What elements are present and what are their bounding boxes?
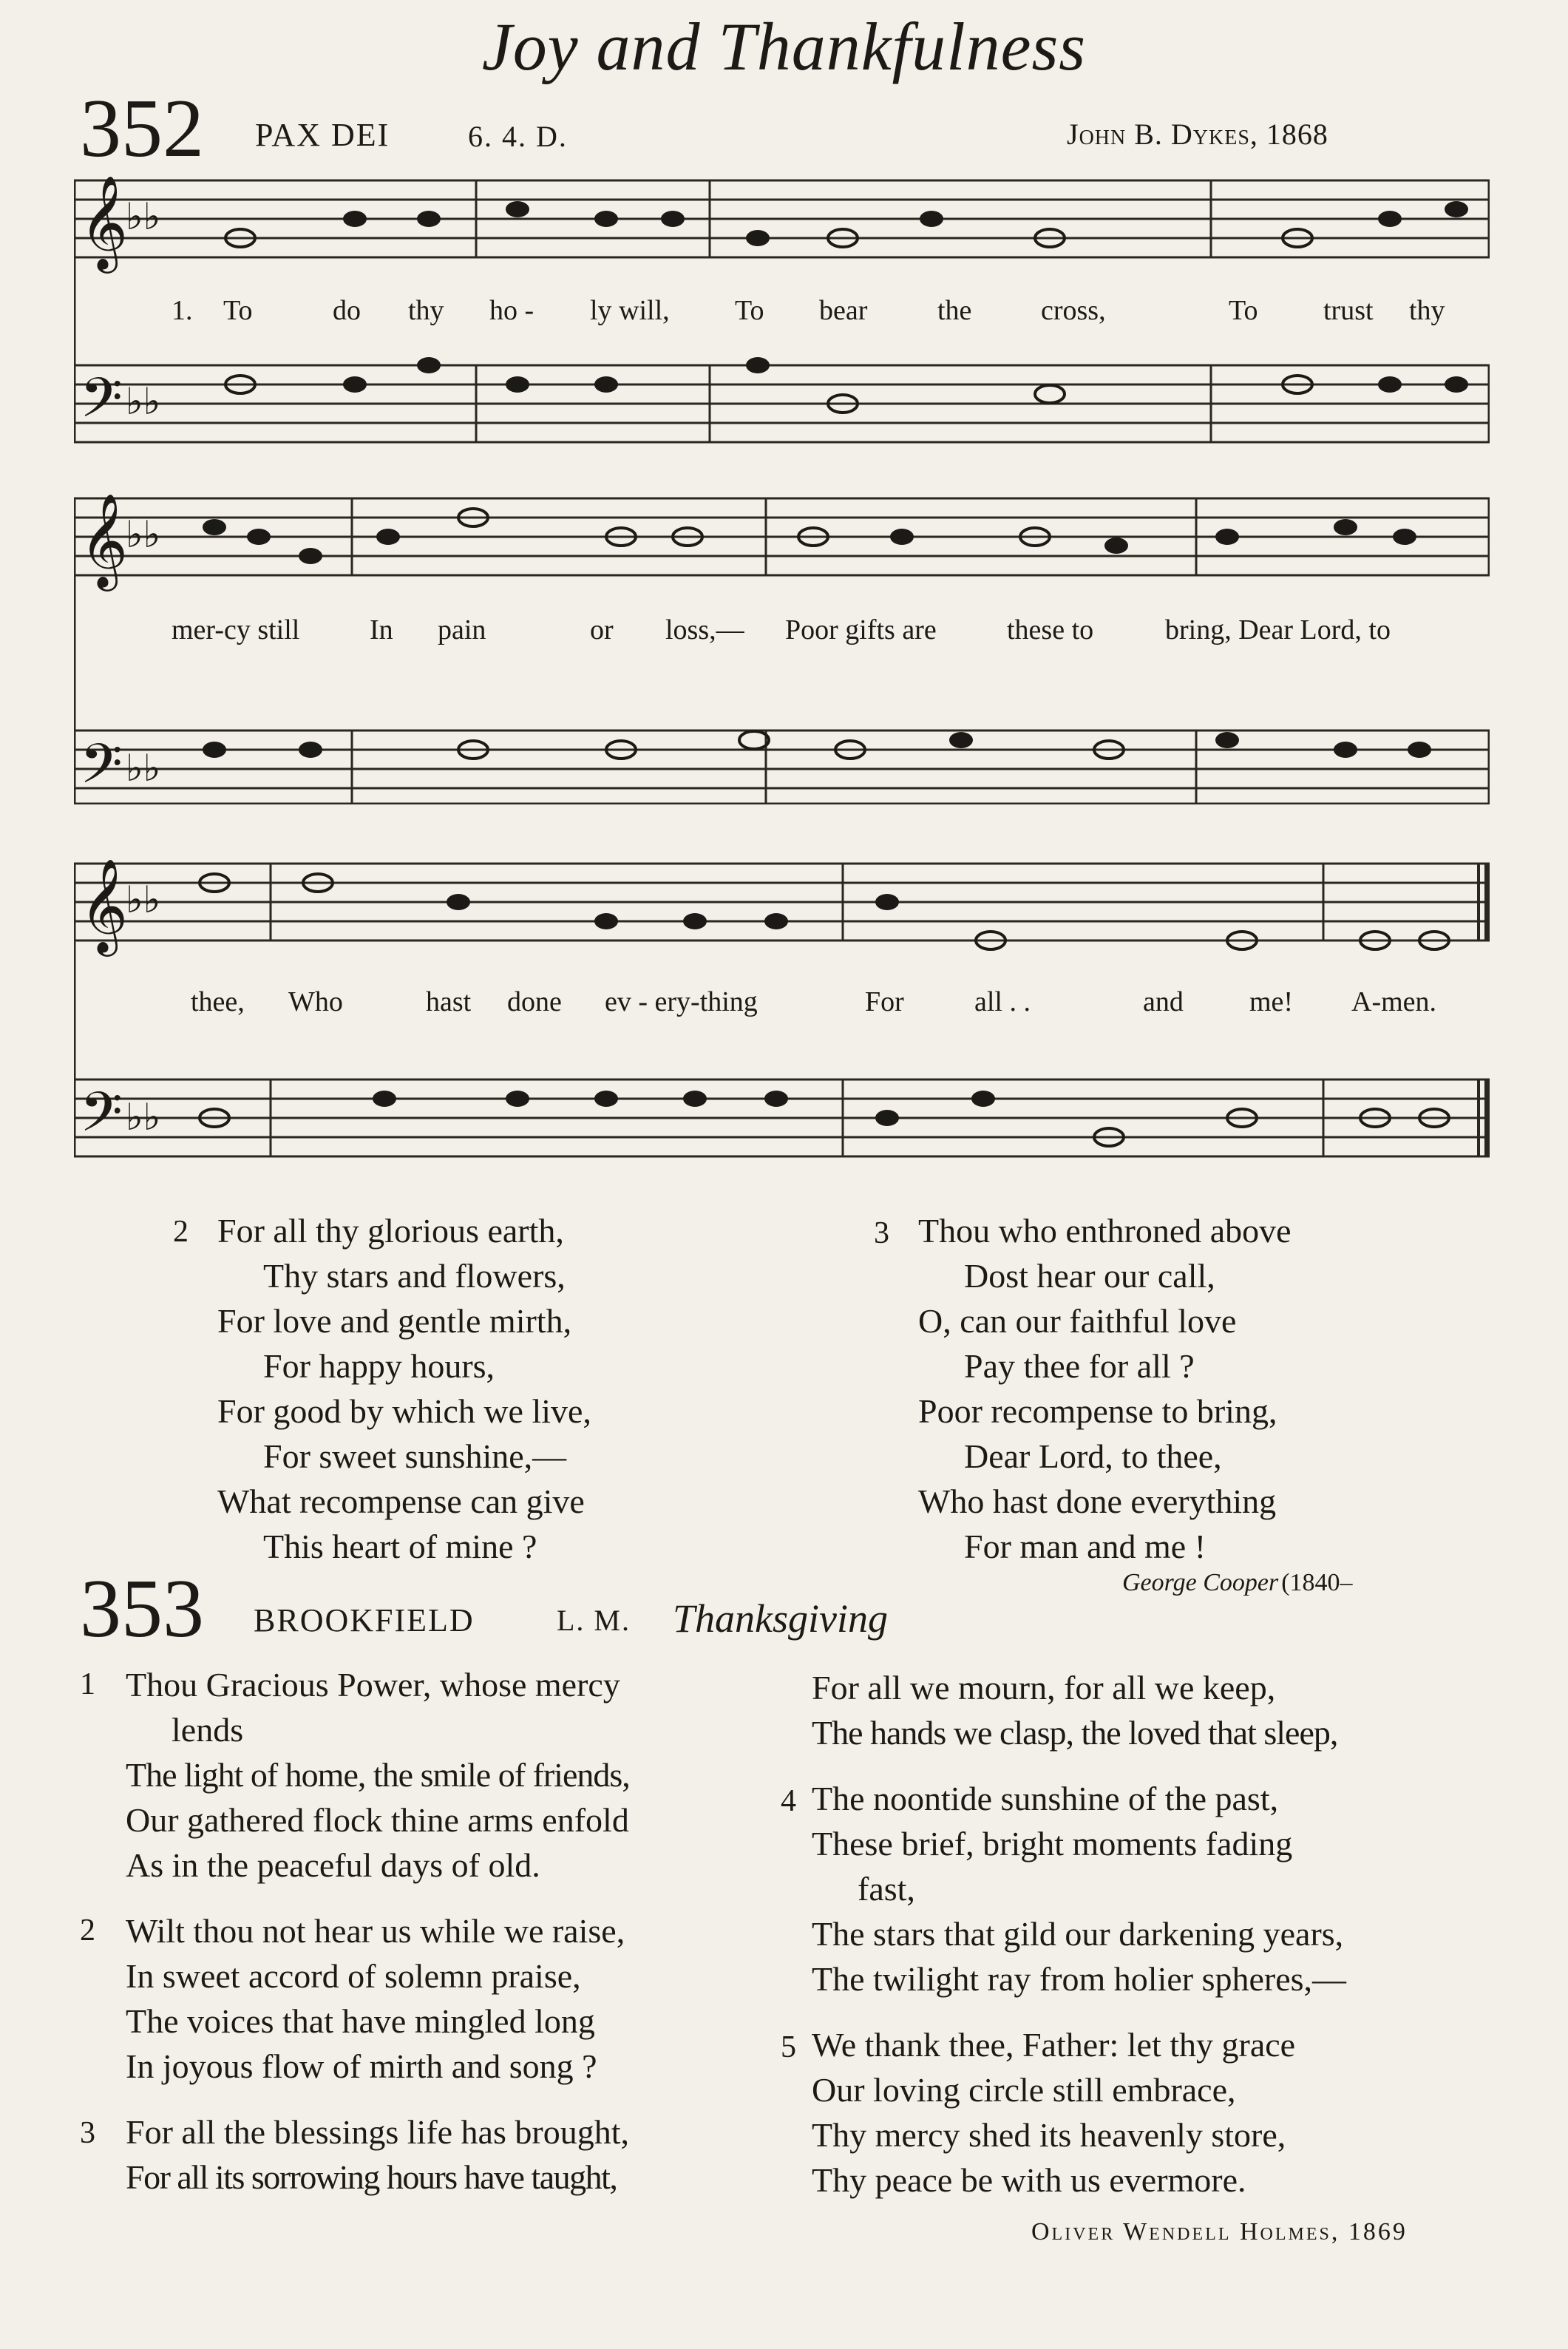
verse-line: The noontide sunshine of the past,: [812, 1780, 1279, 1817]
lyric-syllable: mer-cy still: [172, 614, 300, 645]
svg-text:♭♭: ♭♭: [126, 195, 161, 238]
lyric-syllable: do: [333, 295, 361, 326]
verse-number: 2: [173, 1215, 189, 1249]
lyric-syllable: ev - ery-thing: [605, 986, 758, 1017]
verse-line: In joyous flow of mirth and song ?: [126, 2047, 597, 2085]
lyric-syllable: Poor gifts are: [785, 614, 937, 645]
lyric-syllable: cross,: [1041, 295, 1106, 326]
lyric-syllable: these to: [1007, 614, 1094, 645]
verse-line: For all the blessings life has brought,: [126, 2113, 629, 2151]
lyric-syllable: pain: [438, 614, 486, 645]
svg-text:♭♭: ♭♭: [126, 380, 161, 423]
lyric-syllable: Who: [288, 986, 343, 1017]
lyric-syllable: ly will,: [590, 295, 670, 326]
svg-text:♭♭: ♭♭: [126, 747, 161, 790]
verse-line: For good by which we live,: [217, 1392, 591, 1430]
verse-line: Dear Lord, to thee,: [964, 1437, 1222, 1475]
verse-line: For all thy glorious earth,: [217, 1212, 564, 1250]
author-dates: (1840–: [1281, 1569, 1353, 1596]
verse-line: lends: [172, 1711, 244, 1749]
stanza-number: 2: [80, 1914, 95, 1948]
hymn-352-verse-2: [172, 1208, 591, 1569]
hymn-352-number: 352: [80, 83, 204, 174]
verse-line: The hands we clasp, the loved that sleep,: [812, 1714, 1338, 1752]
verse-line: Who hast done everything: [918, 1482, 1277, 1520]
verse-line: Poor recompense to bring,: [918, 1392, 1277, 1430]
lyric-syllable: bring, Dear Lord, to: [1165, 614, 1391, 645]
hymn-352-verse-3: [872, 1208, 1292, 1569]
svg-text:♭♭: ♭♭: [126, 513, 161, 556]
lyric-syllable: To: [1229, 295, 1258, 326]
bass-staff: [74, 731, 1490, 804]
lyric-syllable: hast: [426, 986, 472, 1017]
stanza-2: [75, 1908, 763, 2089]
hymn-353-number: 353: [80, 1563, 204, 1655]
verse-line: Pay thee for all ?: [964, 1347, 1195, 1385]
lyric-syllable: thy: [408, 295, 444, 326]
stanza-number: 1: [80, 1667, 95, 1701]
verse-line: Thy peace be with us evermore.: [812, 2161, 1246, 2199]
lyric-syllable: done: [507, 986, 562, 1017]
hymn-353-author: Oliver Wendell Holmes, 1869: [1031, 2218, 1408, 2245]
stanza-5: [761, 2022, 1493, 2203]
hymn-352-meter: 6. 4. D.: [468, 120, 568, 153]
lyric-syllable: me!: [1249, 986, 1294, 1017]
verse-line: For man and me !: [964, 1528, 1206, 1565]
svg-text:𝄢: 𝄢: [80, 1080, 123, 1158]
svg-text:𝄢: 𝄢: [80, 366, 123, 444]
treble-staff: [74, 498, 1490, 575]
hymn-352-author: [1122, 1569, 1353, 1597]
lyric-line-1: [0, 294, 1568, 331]
verse-line: fast,: [858, 1870, 915, 1908]
lyric-line-3: [0, 986, 1568, 1023]
svg-text:𝄞: 𝄞: [80, 494, 129, 587]
svg-text:𝄢: 𝄢: [80, 732, 123, 804]
hymn-353-tune: BROOKFIELD: [254, 1602, 475, 1638]
verse-line: Our gathered flock thine arms enfold: [126, 1801, 629, 1839]
verse-line: For sweet sunshine,—: [263, 1437, 567, 1475]
stanza-number: 3: [80, 2116, 95, 2150]
lyric-syllable: 1.: [172, 295, 193, 326]
verse-line: Wilt thou not hear us while we raise,: [126, 1912, 625, 1950]
verse-line: For happy hours,: [263, 1347, 495, 1385]
lyric-syllable: In: [370, 614, 393, 645]
lyric-syllable: and: [1143, 986, 1184, 1017]
treble-staff: [74, 864, 1490, 940]
lyric-syllable: thee,: [191, 986, 245, 1017]
lyric-syllable: the: [937, 295, 972, 326]
verse-line: Thy stars and flowers,: [263, 1257, 566, 1295]
author-name: George Cooper: [1122, 1569, 1279, 1596]
verse-number: 3: [874, 1216, 889, 1250]
lyric-syllable: trust: [1323, 295, 1374, 326]
svg-text:♭♭: ♭♭: [126, 878, 161, 921]
verse-line: Our loving circle still embrace,: [812, 2071, 1236, 2109]
treble-staff: [74, 180, 1490, 257]
verse-line: Thou Gracious Power, whose mercy: [126, 1666, 620, 1704]
lyric-syllable: A-men.: [1351, 986, 1437, 1017]
verse-line: For love and gentle mirth,: [217, 1302, 572, 1340]
verse-line: We thank thee, Father: let thy grace: [812, 2026, 1296, 2064]
verse-line: For all its sorrowing hours have taught,: [126, 2158, 617, 2196]
stanza-3: [75, 2109, 763, 2200]
verse-line: The voices that have mingled long: [126, 2002, 595, 2040]
verse-line: What recompense can give: [217, 1482, 585, 1520]
hymn-353-topic: Thanksgiving: [673, 1596, 888, 1641]
lyric-syllable: For: [865, 986, 904, 1017]
svg-text:𝄞: 𝄞: [80, 858, 129, 952]
verse-line: Thou who enthroned above: [918, 1212, 1292, 1250]
hymn-352-tune: PAX DEI: [255, 117, 390, 153]
stanza-number: 5: [781, 2030, 796, 2064]
section-title: Joy and Thankfulness: [481, 9, 1087, 84]
verse-line: In sweet accord of solemn praise,: [126, 1957, 581, 1995]
verse-line: Thy mercy shed its heavenly store,: [812, 2116, 1286, 2154]
verse-line: O, can our faithful love: [918, 1302, 1237, 1340]
verse-line: These brief, bright moments fading: [812, 1825, 1293, 1862]
verse-line: For all we mourn, for all we keep,: [812, 1669, 1276, 1706]
hymn-353-left-column: [75, 1662, 763, 2200]
lyric-syllable: or: [590, 614, 614, 645]
lyric-syllable: thy: [1409, 295, 1445, 326]
verse-line: This heart of mine ?: [263, 1528, 537, 1565]
svg-text:♭♭: ♭♭: [126, 1096, 161, 1139]
lyric-syllable: ho -: [489, 295, 534, 326]
lyric-syllable: all . .: [974, 986, 1031, 1017]
verse-line: The light of home, the smile of friends,: [126, 1756, 630, 1794]
hymn-353-right-column: [761, 1665, 1493, 2203]
lyric-syllable: To: [223, 295, 253, 326]
bass-staff: [74, 1079, 1490, 1156]
lyric-syllable: loss,—: [665, 614, 744, 645]
verse-line: The stars that gild our darkening years,: [812, 1915, 1344, 1953]
stanza-3-continued: [761, 1665, 1493, 1755]
verse-line: As in the peaceful days of old.: [126, 1846, 540, 1884]
stanza-number: 4: [781, 1784, 796, 1818]
hymn-353-meter: L. M.: [557, 1604, 631, 1637]
lyric-line-2: [0, 614, 1568, 651]
lyric-syllable: bear: [819, 295, 868, 326]
bass-staff: [74, 365, 1490, 442]
stanza-4: [761, 1776, 1493, 2001]
stanza-1: [75, 1662, 763, 1888]
lyric-syllable: To: [735, 295, 764, 326]
verse-line: The twilight ray from holier spheres,—: [812, 1960, 1347, 1998]
verse-line: Dost hear our call,: [964, 1257, 1215, 1295]
hymn-352-composer: John B. Dykes, 1868: [1067, 118, 1328, 151]
svg-text:𝄞: 𝄞: [80, 176, 129, 269]
